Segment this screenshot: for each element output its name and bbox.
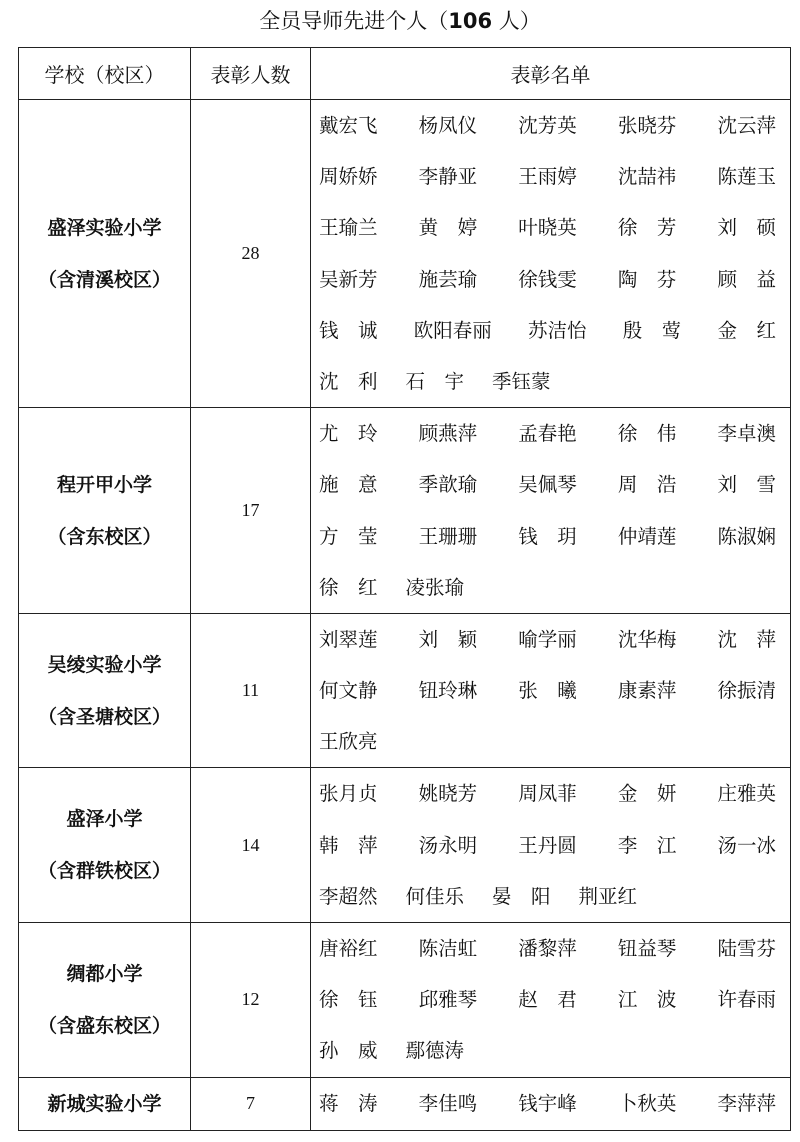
honoree-name: 许春雨 <box>717 988 776 1012</box>
name-line <box>319 768 776 819</box>
name-line <box>319 562 776 613</box>
school-campus: （含圣塘校区） <box>37 705 171 728</box>
names-cell <box>311 923 791 1078</box>
name-line <box>319 356 776 407</box>
name-line <box>319 511 776 562</box>
table-header-row <box>19 48 791 100</box>
honoree-name: 王雨婷 <box>518 165 577 189</box>
title-prefix: 全员导师先进个人（ <box>259 9 449 33</box>
honoree-name: 周 浩 <box>617 473 677 497</box>
honoree-name: 邱雅琴 <box>418 988 478 1012</box>
honoree-name: 王珊珊 <box>418 524 478 548</box>
honoree-name: 何佳乐 <box>405 884 465 908</box>
honoree-name: 钮玲琳 <box>418 679 478 703</box>
table-row <box>19 768 791 923</box>
honoree-name: 李卓澳 <box>717 422 776 446</box>
honoree-name: 刘 硕 <box>717 216 776 240</box>
school-name: 吴绫实验小学 <box>47 653 162 676</box>
honoree-name: 蒋 涛 <box>319 1091 378 1115</box>
honoree-name: 石 宇 <box>405 369 465 393</box>
count-cell: 12 <box>191 923 311 1078</box>
names-cell <box>311 408 791 614</box>
header-school: 学校（校区） <box>19 48 191 100</box>
table-row <box>19 613 791 768</box>
name-line <box>319 716 776 767</box>
honoree-name: 顾 益 <box>717 267 776 291</box>
honoree-name: 苏洁怡 <box>527 318 587 342</box>
header-count: 表彰人数 <box>191 48 311 100</box>
honoree-name: 金 红 <box>717 318 776 342</box>
honoree-name: 黄 婷 <box>418 216 478 240</box>
honoree-name: 刘 雪 <box>717 473 776 497</box>
table-row <box>19 1077 791 1130</box>
honoree-name: 王瑜兰 <box>319 216 378 240</box>
honoree-name: 荆亚红 <box>578 884 638 908</box>
name-line <box>319 1078 776 1129</box>
honoree-name: 周娇娇 <box>319 165 378 189</box>
honoree-name: 吴新芳 <box>319 267 378 291</box>
honoree-name: 张 曦 <box>518 679 577 703</box>
honoree-name: 徐振清 <box>717 679 776 703</box>
honoree-name: 沈芳英 <box>518 114 577 137</box>
name-line <box>319 871 776 922</box>
honor-table <box>18 47 791 1131</box>
honoree-name: 孙 威 <box>319 1039 378 1063</box>
honoree-name: 陈莲玉 <box>717 165 776 189</box>
honoree-name: 陈洁虹 <box>418 937 478 960</box>
table-body <box>19 100 791 1131</box>
honoree-name: 康素萍 <box>617 679 677 703</box>
title-suffix: 人） <box>492 9 541 33</box>
name-line <box>319 459 776 510</box>
page-title <box>0 6 800 36</box>
honoree-name: 施 意 <box>319 473 378 497</box>
school-name: 盛泽实验小学 <box>47 216 162 239</box>
school-cell <box>19 408 191 614</box>
honoree-name: 仲靖莲 <box>617 524 677 548</box>
name-line <box>319 1025 776 1076</box>
honoree-name: 尤 玲 <box>319 422 378 446</box>
school-campus: （含东校区） <box>47 525 162 548</box>
honoree-name: 何文静 <box>319 679 378 703</box>
name-line <box>319 254 776 305</box>
honoree-name: 钮益琴 <box>617 937 677 960</box>
honoree-name: 刘 颖 <box>418 627 478 651</box>
name-line <box>319 820 776 871</box>
title-count: 106 <box>448 9 493 33</box>
honoree-name: 潘黎萍 <box>518 937 577 960</box>
honoree-name: 方 莹 <box>319 524 378 548</box>
name-line <box>319 923 776 974</box>
school-cell <box>19 768 191 923</box>
school-campus: （含群铁校区） <box>37 860 171 883</box>
table-row <box>19 408 791 614</box>
honoree-name: 唐裕红 <box>319 937 378 960</box>
honoree-name: 刘翠莲 <box>319 627 378 651</box>
table-row <box>19 923 791 1078</box>
honoree-name: 晏 阳 <box>492 884 551 908</box>
honoree-name: 张月贞 <box>319 782 378 806</box>
honoree-name: 杨凤仪 <box>418 114 478 137</box>
honoree-name: 庄雅英 <box>717 782 776 806</box>
school-cell <box>19 923 191 1078</box>
names-cell <box>311 100 791 408</box>
count-cell: 14 <box>191 768 311 923</box>
name-line <box>319 305 776 356</box>
count-cell: 28 <box>191 100 311 408</box>
honoree-name: 吴佩琴 <box>518 473 577 497</box>
name-line <box>319 202 776 253</box>
honoree-name: 沈 利 <box>319 369 378 393</box>
honoree-name: 江 波 <box>617 988 677 1012</box>
honoree-name: 徐 钰 <box>319 988 378 1012</box>
school-name: 绸都小学 <box>66 962 143 985</box>
name-line <box>319 974 776 1025</box>
honoree-name: 欧阳春丽 <box>413 318 492 342</box>
honoree-name: 孟春艳 <box>518 422 577 446</box>
honoree-name: 钱宇峰 <box>518 1091 577 1115</box>
honoree-name: 张晓芬 <box>617 114 677 137</box>
honoree-name: 徐 伟 <box>617 422 677 446</box>
name-line <box>319 151 776 202</box>
honoree-name: 沈喆祎 <box>617 165 677 189</box>
honoree-name: 顾燕萍 <box>418 422 478 446</box>
honoree-name: 赵 君 <box>518 988 577 1012</box>
honoree-name: 汤永明 <box>418 833 478 857</box>
school-campus: （含清溪校区） <box>37 268 171 291</box>
honoree-name: 李超然 <box>319 884 378 908</box>
count-cell: 17 <box>191 408 311 614</box>
honoree-name: 季歆瑜 <box>418 473 478 497</box>
honoree-name: 季钰蒙 <box>492 369 551 393</box>
honoree-name: 沈华梅 <box>617 627 677 651</box>
honoree-name: 李静亚 <box>418 165 478 189</box>
school-name: 程开甲小学 <box>56 473 152 496</box>
honoree-name: 鄢德涛 <box>405 1039 465 1063</box>
school-cell <box>19 613 191 768</box>
honoree-name: 沈 萍 <box>717 627 776 651</box>
honoree-name: 李萍萍 <box>717 1091 776 1115</box>
honoree-name: 汤一冰 <box>717 833 776 857</box>
name-line <box>319 100 776 151</box>
honoree-name: 叶晓英 <box>518 216 577 240</box>
honoree-name: 钱 诚 <box>319 318 378 342</box>
honoree-name: 李佳鸣 <box>418 1091 478 1115</box>
school-name: 新城实验小学 <box>47 1092 162 1115</box>
honoree-name: 徐钱雯 <box>518 267 577 291</box>
school-campus: （含盛东校区） <box>37 1014 171 1037</box>
honoree-name: 王丹圆 <box>518 833 577 857</box>
honoree-name: 王欣亮 <box>319 730 378 754</box>
honoree-name: 喻学丽 <box>518 627 577 651</box>
table-row <box>19 100 791 408</box>
honoree-name: 卜秋英 <box>617 1091 677 1115</box>
honoree-name: 陈淑娴 <box>717 524 776 548</box>
honoree-name: 沈云萍 <box>717 114 776 137</box>
honoree-name: 周凤菲 <box>518 782 577 806</box>
honoree-name: 施芸瑜 <box>418 267 478 291</box>
honoree-name: 金 妍 <box>617 782 677 806</box>
count-cell: 11 <box>191 613 311 768</box>
honoree-name: 陶 芬 <box>617 267 677 291</box>
honoree-name: 李 江 <box>617 833 677 857</box>
honoree-name: 陆雪芬 <box>717 937 776 960</box>
header-names: 表彰名单 <box>311 48 791 100</box>
honoree-name: 徐 红 <box>319 575 378 599</box>
names-cell <box>311 613 791 768</box>
school-cell <box>19 100 191 408</box>
school-cell <box>19 1077 191 1130</box>
honoree-name: 凌张瑜 <box>405 575 465 599</box>
honoree-name: 姚晓芳 <box>418 782 478 806</box>
names-cell <box>311 768 791 923</box>
honoree-name: 殷 莺 <box>622 318 682 342</box>
name-line <box>319 614 776 665</box>
honoree-name: 戴宏飞 <box>319 114 378 137</box>
names-cell <box>311 1077 791 1130</box>
honoree-name: 韩 萍 <box>319 833 378 857</box>
honoree-name: 徐 芳 <box>617 216 677 240</box>
name-line <box>319 408 776 459</box>
honoree-name: 钱 玥 <box>518 524 577 548</box>
name-line <box>319 665 776 716</box>
school-name: 盛泽小学 <box>66 808 143 831</box>
count-cell: 7 <box>191 1077 311 1130</box>
